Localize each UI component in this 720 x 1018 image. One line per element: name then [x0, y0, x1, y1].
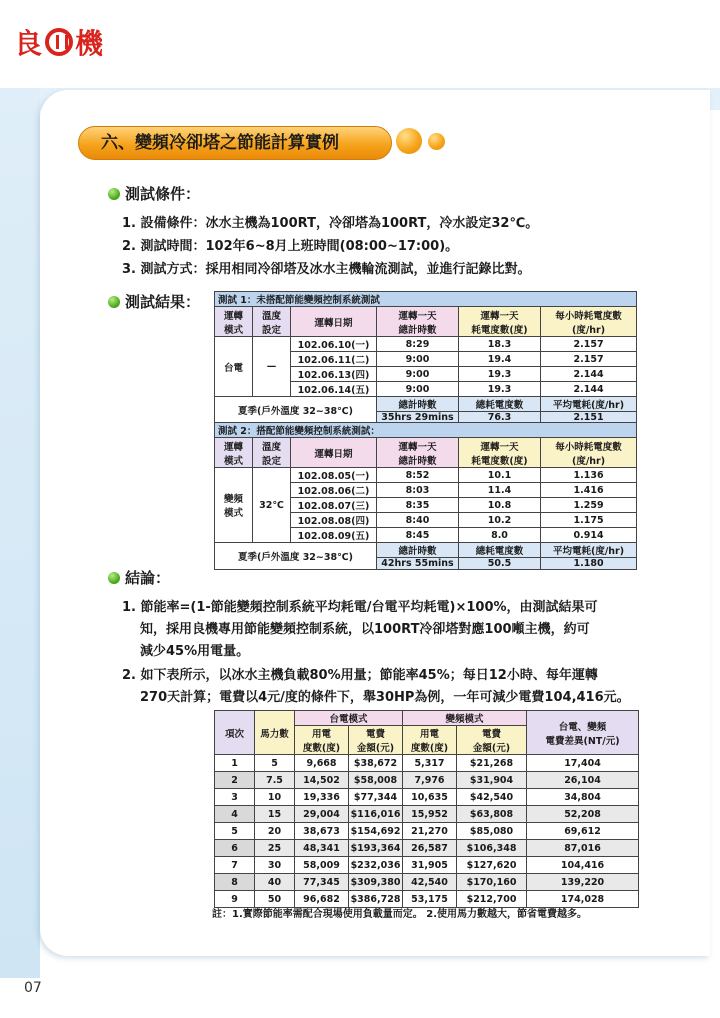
- table-cell: 3: [215, 789, 255, 806]
- table-cell: 15: [255, 806, 295, 823]
- table-cell: 2.144: [541, 382, 637, 397]
- table-cell: 9: [215, 891, 255, 908]
- brand-logo: [14, 24, 104, 60]
- conclusion-p2-line1: 2. 如下表所示，以冰水主機負載80%用量；節能率45%；每日12小時、每年運轉: [122, 668, 598, 683]
- gear-icon: [45, 28, 73, 56]
- table-cell: 31,905: [403, 857, 457, 874]
- conclusion-p1-line2: 知，採用良機專用節能變頻控制系統，以100RT冷卻塔對應100噸主機，約可: [140, 622, 590, 637]
- test1-header: 運轉日期: [291, 307, 377, 337]
- test1-header: 每小時耗電度數 (度/hr): [541, 307, 637, 337]
- table-cell: 87,016: [527, 840, 639, 857]
- green-bullet-icon: [108, 188, 120, 200]
- table-cell: $386,728: [349, 891, 403, 908]
- table-cell: 6: [215, 840, 255, 857]
- table-cell: 18.3: [459, 337, 541, 352]
- conclusion-p2-line2: 270天計算；電費以4元/度的條件下，舉30HP為例，一年可減少電費104,416元。: [140, 690, 630, 705]
- table-cell: $116,016: [349, 806, 403, 823]
- table-cell: 52,208: [527, 806, 639, 823]
- table-cell: 8:03: [377, 483, 459, 498]
- table-cell: 48,341: [295, 840, 349, 857]
- table-cell: 53,175: [403, 891, 457, 908]
- summary-value: 42hrs 55mins: [377, 558, 459, 570]
- table-row: [215, 806, 639, 823]
- side-band: [0, 88, 40, 978]
- table-cell: 20: [255, 823, 295, 840]
- table-cell: 15,952: [403, 806, 457, 823]
- table-cell: 26,104: [527, 772, 639, 789]
- table-cell: $38,672: [349, 755, 403, 772]
- table-cell: 42,540: [403, 874, 457, 891]
- test2-header: 運轉日期: [291, 438, 377, 468]
- table-cell: 8.0: [459, 528, 541, 543]
- table-cell: 9:00: [377, 352, 459, 367]
- table-cell: 102.06.11(二): [291, 352, 377, 367]
- table-cell: 38,673: [295, 823, 349, 840]
- test2-temp: 32℃: [253, 468, 291, 543]
- table-cell: 30: [255, 857, 295, 874]
- test2-header: 每小時耗電度數 (度/hr): [541, 438, 637, 468]
- summary-value: 76.3: [459, 412, 541, 424]
- table-cell: $42,540: [457, 789, 527, 806]
- orange-ball-small-icon: [428, 133, 445, 150]
- test1-title: 測試 1：未搭配節能變頻控制系統測試: [215, 292, 637, 307]
- table-cell: 29,004: [295, 806, 349, 823]
- table-cell: 50: [255, 891, 295, 908]
- table-cell: 34,804: [527, 789, 639, 806]
- test2-summary-label: 夏季(戶外溫度 32~38℃): [215, 543, 377, 570]
- table-cell: 10.8: [459, 498, 541, 513]
- table-cell: 25: [255, 840, 295, 857]
- table-cell: $31,904: [457, 772, 527, 789]
- test1-summary-label: 夏季(戶外溫度 32~38℃): [215, 397, 377, 424]
- table-cell: 40: [255, 874, 295, 891]
- table-cell: 2.144: [541, 367, 637, 382]
- header-usage: 用電 度數(度): [295, 726, 349, 755]
- condition-line-1: 1. 設備條件：冰水主機為100RT，冷卻塔為100RT，冷水設定32℃。: [122, 216, 539, 231]
- table-cell: 7,976: [403, 772, 457, 789]
- section-title: 六、變頻冷卻塔之節能計算實例: [78, 126, 392, 160]
- table-cell: 8:29: [377, 337, 459, 352]
- table-cell: $232,036: [349, 857, 403, 874]
- header-hp: 馬力數: [255, 711, 295, 755]
- summary-header: 平均電耗(度/hr): [541, 397, 637, 412]
- table-cell: 102.06.13(四): [291, 367, 377, 382]
- table-row: [215, 789, 639, 806]
- header-usage: 用電 度數(度): [403, 726, 457, 755]
- table-cell: 9:00: [377, 382, 459, 397]
- table-cell: 8: [215, 874, 255, 891]
- table-cell: 19.3: [459, 367, 541, 382]
- table-row: [215, 772, 639, 789]
- summary-value: 2.151: [541, 412, 637, 424]
- table-cell: 9,668: [295, 755, 349, 772]
- table-cell: 19.4: [459, 352, 541, 367]
- table-cell: 69,612: [527, 823, 639, 840]
- table-cell: 58,009: [295, 857, 349, 874]
- table-cell: 26,587: [403, 840, 457, 857]
- table-cell: $309,380: [349, 874, 403, 891]
- table-cell: $170,160: [457, 874, 527, 891]
- conclusion-p1-line1: 1. 節能率=(1-節能變頻控制系統平均耗電/台電平均耗電)×100%，由測試結果可: [122, 600, 598, 615]
- test2-table: [214, 422, 637, 570]
- table-cell: $193,364: [349, 840, 403, 857]
- test1-table: [214, 291, 637, 424]
- table-cell: 9:00: [377, 367, 459, 382]
- table-cell: 8:52: [377, 468, 459, 483]
- header-diff: 台電、變頻 電費差異(NT/元): [527, 711, 639, 755]
- condition-line-3: 3. 測試方式：採用相同冷卻塔及冰水主機輪流測試，並進行記錄比對。: [122, 262, 531, 277]
- table-cell: 17,404: [527, 755, 639, 772]
- test2-title: 測試 2：搭配節能變頻控制系統測試：: [215, 423, 637, 438]
- header-item: 項次: [215, 711, 255, 755]
- table-cell: $85,080: [457, 823, 527, 840]
- table-cell: 5: [255, 755, 295, 772]
- table-cell: 2.157: [541, 337, 637, 352]
- table-cell: 102.08.05(一): [291, 468, 377, 483]
- results-heading: 測試結果：: [108, 291, 200, 312]
- table-cell: 2.157: [541, 352, 637, 367]
- table-cell: 174,028: [527, 891, 639, 908]
- brand-char-1: 良: [14, 27, 44, 60]
- table-cell: 1.259: [541, 498, 637, 513]
- test1-temp: —: [253, 337, 291, 397]
- table-cell: $63,808: [457, 806, 527, 823]
- group-header-inverter: 變頻模式: [403, 711, 527, 726]
- test2-header: 運轉一天 耗電度數(度): [459, 438, 541, 468]
- table-cell: 14,502: [295, 772, 349, 789]
- table-cell: 102.08.06(二): [291, 483, 377, 498]
- summary-header: 平均電耗(度/hr): [541, 543, 637, 558]
- table-cell: 8:35: [377, 498, 459, 513]
- table-cell: $154,692: [349, 823, 403, 840]
- green-bullet-icon: [108, 296, 120, 308]
- table-cell: 102.06.10(一): [291, 337, 377, 352]
- table-cell: 11.4: [459, 483, 541, 498]
- header-cost: 電費 金額(元): [349, 726, 403, 755]
- test1-header: 溫度 設定: [253, 307, 291, 337]
- table-cell: 102.08.08(四): [291, 513, 377, 528]
- table-cell: 10,635: [403, 789, 457, 806]
- table-cell: 7.5: [255, 772, 295, 789]
- group-header-taipower: 台電模式: [295, 711, 403, 726]
- conclusion-p1-line3: 減少45%用電量。: [140, 644, 250, 659]
- table-cell: 10.1: [459, 468, 541, 483]
- page-number: 07: [24, 980, 42, 996]
- table-cell: 5,317: [403, 755, 457, 772]
- table-cell: 5: [215, 823, 255, 840]
- test1-mode: 台電: [215, 337, 253, 397]
- table-cell: 7: [215, 857, 255, 874]
- table-cell: 102.06.14(五): [291, 382, 377, 397]
- summary-value: 1.180: [541, 558, 637, 570]
- summary-header: 總計時數: [377, 397, 459, 412]
- header-cost: 電費 金額(元): [457, 726, 527, 755]
- test1-header: 運轉一天 總計時數: [377, 307, 459, 337]
- summary-header: 總耗電度數: [459, 397, 541, 412]
- table-cell: 8:45: [377, 528, 459, 543]
- cost-table-body: [215, 755, 639, 908]
- table-cell: 104,416: [527, 857, 639, 874]
- conclusion-heading: 結論：: [108, 567, 170, 588]
- test2-header: 運轉一天 總計時數: [377, 438, 459, 468]
- green-bullet-icon: [108, 572, 120, 584]
- test1-header: 運轉 模式: [215, 307, 253, 337]
- table-cell: $77,344: [349, 789, 403, 806]
- table-cell: 1.175: [541, 513, 637, 528]
- summary-header: 總耗電度數: [459, 543, 541, 558]
- table-cell: 0.914: [541, 528, 637, 543]
- summary-value: 50.5: [459, 558, 541, 570]
- cost-table: [214, 710, 639, 908]
- condition-line-2: 2. 測試時間：102年6~8月上班時間(08:00~17:00)。: [122, 239, 459, 254]
- table-cell: 139,220: [527, 874, 639, 891]
- table-row: [215, 755, 639, 772]
- table-cell: 2: [215, 772, 255, 789]
- summary-header: 總計時數: [377, 543, 459, 558]
- table-cell: $127,620: [457, 857, 527, 874]
- test2-mode: 變頻 模式: [215, 468, 253, 543]
- table-row: [215, 857, 639, 874]
- table-cell: 19,336: [295, 789, 349, 806]
- brand-char-2: 機: [75, 27, 105, 60]
- table-cell: 96,682: [295, 891, 349, 908]
- footnote: 註：1.實際節能率需配合現場使用負載量而定。 2.使用馬力數越大，節省電費越多。: [212, 909, 587, 920]
- table-cell: 4: [215, 806, 255, 823]
- table-row: [215, 874, 639, 891]
- table-cell: 1: [215, 755, 255, 772]
- table-row: [215, 823, 639, 840]
- table-cell: 21,270: [403, 823, 457, 840]
- table-cell: 102.08.07(三): [291, 498, 377, 513]
- conditions-heading: 測試條件：: [108, 183, 200, 204]
- table-cell: 10.2: [459, 513, 541, 528]
- table-cell: 1.136: [541, 468, 637, 483]
- table-cell: 10: [255, 789, 295, 806]
- summary-value: 35hrs 29mins: [377, 412, 459, 424]
- table-cell: 102.08.09(五): [291, 528, 377, 543]
- test2-header: 運轉 模式: [215, 438, 253, 468]
- table-cell: $58,008: [349, 772, 403, 789]
- table-cell: 77,345: [295, 874, 349, 891]
- table-cell: $212,700: [457, 891, 527, 908]
- table-cell: 8:40: [377, 513, 459, 528]
- table-cell: 1.416: [541, 483, 637, 498]
- table-cell: $21,268: [457, 755, 527, 772]
- table-cell: 19.3: [459, 382, 541, 397]
- table-cell: $106,348: [457, 840, 527, 857]
- test2-header: 溫度 設定: [253, 438, 291, 468]
- orange-ball-icon: [396, 128, 422, 154]
- table-row: [215, 840, 639, 857]
- test1-header: 運轉一天 耗電度數(度): [459, 307, 541, 337]
